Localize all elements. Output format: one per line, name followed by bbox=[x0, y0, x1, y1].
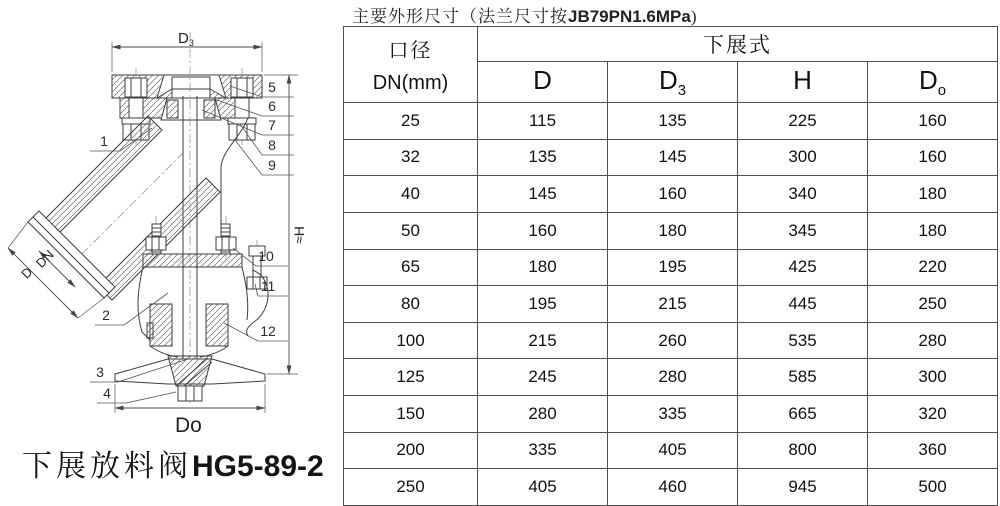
table-cell: 215 bbox=[608, 286, 738, 323]
table-cell: 25 bbox=[344, 103, 478, 140]
table-cell: 665 bbox=[738, 396, 868, 433]
dimension-table bbox=[343, 26, 998, 506]
svg-text:≈H: ≈H bbox=[291, 226, 307, 244]
table-row bbox=[344, 286, 998, 323]
svg-text:Do: Do bbox=[175, 414, 202, 437]
table-cell: 345 bbox=[738, 212, 868, 249]
table-cell: 300 bbox=[738, 139, 868, 176]
table-cell: 945 bbox=[738, 469, 868, 506]
svg-text:10: 10 bbox=[258, 248, 274, 264]
dimension-d3 bbox=[112, 30, 262, 72]
table-row bbox=[344, 469, 998, 506]
table-row bbox=[344, 359, 998, 396]
valve-drawing-svg bbox=[0, 0, 345, 506]
table-cell: 160 bbox=[868, 139, 998, 176]
header-col-d: D bbox=[478, 62, 608, 103]
table-cell: 125 bbox=[344, 359, 478, 396]
svg-text:7: 7 bbox=[268, 117, 276, 133]
table-cell: 300 bbox=[868, 359, 998, 396]
callout-4 bbox=[97, 385, 176, 403]
table-cell: 225 bbox=[738, 103, 868, 140]
inlet-pipe bbox=[28, 116, 220, 300]
table-cell: 160 bbox=[608, 176, 738, 213]
svg-text:8: 8 bbox=[268, 137, 276, 153]
table-cell: 215 bbox=[478, 322, 608, 359]
table-cell: 100 bbox=[344, 322, 478, 359]
header-caliber-cn: 口径 bbox=[388, 40, 433, 62]
header-caliber-dn: DN(mm) bbox=[372, 72, 449, 94]
table-cell: 280 bbox=[608, 359, 738, 396]
svg-text:D: D bbox=[18, 264, 36, 282]
table-row bbox=[344, 176, 998, 213]
table-cell: 280 bbox=[478, 396, 608, 433]
table-cell: 50 bbox=[344, 212, 478, 249]
header-col-h: H bbox=[738, 62, 868, 103]
dim-d3-label: D bbox=[178, 30, 189, 47]
title-standard-code: JB79PN1.6MPa bbox=[568, 7, 691, 26]
table-cell: 180 bbox=[608, 212, 738, 249]
gland-assembly bbox=[143, 216, 242, 267]
table-cell: 115 bbox=[478, 103, 608, 140]
table-cell: 160 bbox=[478, 212, 608, 249]
svg-text:DN: DN bbox=[32, 246, 57, 271]
table-cell: 340 bbox=[738, 176, 868, 213]
callout-12 bbox=[224, 323, 288, 341]
header-caliber bbox=[344, 27, 478, 103]
table-cell: 335 bbox=[478, 432, 608, 469]
table-cell: 145 bbox=[608, 139, 738, 176]
table-cell: 150 bbox=[344, 396, 478, 433]
svg-text:3: 3 bbox=[96, 364, 104, 380]
table-row bbox=[344, 212, 998, 249]
title-suffix: ) bbox=[690, 7, 698, 26]
table-cell: 320 bbox=[868, 396, 998, 433]
table-cell: 335 bbox=[608, 396, 738, 433]
svg-text:9: 9 bbox=[268, 157, 276, 173]
table-cell: 250 bbox=[868, 286, 998, 323]
table-cell: 180 bbox=[478, 249, 608, 286]
table-cell: 445 bbox=[738, 286, 868, 323]
table-row bbox=[344, 322, 998, 359]
table-row bbox=[344, 139, 998, 176]
table-cell: 425 bbox=[738, 249, 868, 286]
valve-drawing bbox=[0, 0, 345, 506]
table-row bbox=[344, 249, 998, 286]
callout-11 bbox=[255, 278, 288, 296]
table-cell: 80 bbox=[344, 286, 478, 323]
callout-9 bbox=[235, 140, 294, 175]
table-cell: 195 bbox=[478, 286, 608, 323]
table-cell: 405 bbox=[608, 432, 738, 469]
table-cell: 135 bbox=[608, 103, 738, 140]
caption-model-code: HG5-89-2 bbox=[192, 450, 324, 483]
caption-valve-name: 下展放料阀 bbox=[22, 450, 192, 483]
table-cell: 280 bbox=[868, 322, 998, 359]
discharge-disc bbox=[115, 356, 265, 401]
table-cell: 200 bbox=[344, 432, 478, 469]
svg-text:12: 12 bbox=[260, 323, 276, 339]
header-col-do: $D_o$ bbox=[868, 62, 998, 103]
table-cell: 405 bbox=[478, 469, 608, 506]
table-row bbox=[344, 103, 998, 140]
drawing-caption bbox=[22, 441, 324, 485]
table-cell: 220 bbox=[868, 249, 998, 286]
svg-text:4: 4 bbox=[103, 385, 111, 401]
table-cell: 360 bbox=[868, 432, 998, 469]
svg-text:2: 2 bbox=[102, 307, 110, 323]
header-col-d3: $D_3$ bbox=[608, 62, 738, 103]
table-cell: 500 bbox=[868, 469, 998, 506]
table-cell: 180 bbox=[868, 176, 998, 213]
table-cell: 32 bbox=[344, 139, 478, 176]
title-prefix: 主要外形尺寸（法兰尺寸按 bbox=[352, 7, 568, 26]
table-cell: 250 bbox=[344, 469, 478, 506]
svg-text:1: 1 bbox=[100, 133, 108, 149]
table-body bbox=[344, 103, 998, 506]
page-title bbox=[352, 2, 698, 27]
table-cell: 135 bbox=[478, 139, 608, 176]
table-row bbox=[344, 432, 998, 469]
table-cell: 180 bbox=[868, 212, 998, 249]
svg-text:5: 5 bbox=[268, 79, 276, 95]
table-cell: 460 bbox=[608, 469, 738, 506]
table-cell: 800 bbox=[738, 432, 868, 469]
table-cell: 65 bbox=[344, 249, 478, 286]
table-cell: 160 bbox=[868, 103, 998, 140]
table-cell: 40 bbox=[344, 176, 478, 213]
table-cell: 535 bbox=[738, 322, 868, 359]
table-cell: 245 bbox=[478, 359, 608, 396]
table-cell: 195 bbox=[608, 249, 738, 286]
table-cell: 260 bbox=[608, 322, 738, 359]
header-group: 下展式 bbox=[478, 27, 998, 62]
svg-text:11: 11 bbox=[260, 278, 276, 294]
svg-text:6: 6 bbox=[268, 98, 276, 114]
table-cell: 145 bbox=[478, 176, 608, 213]
table-row bbox=[344, 396, 998, 433]
svg-text:D3: $D_3$ bbox=[178, 30, 194, 48]
seat-bushings bbox=[147, 304, 228, 357]
table-cell: 585 bbox=[738, 359, 868, 396]
